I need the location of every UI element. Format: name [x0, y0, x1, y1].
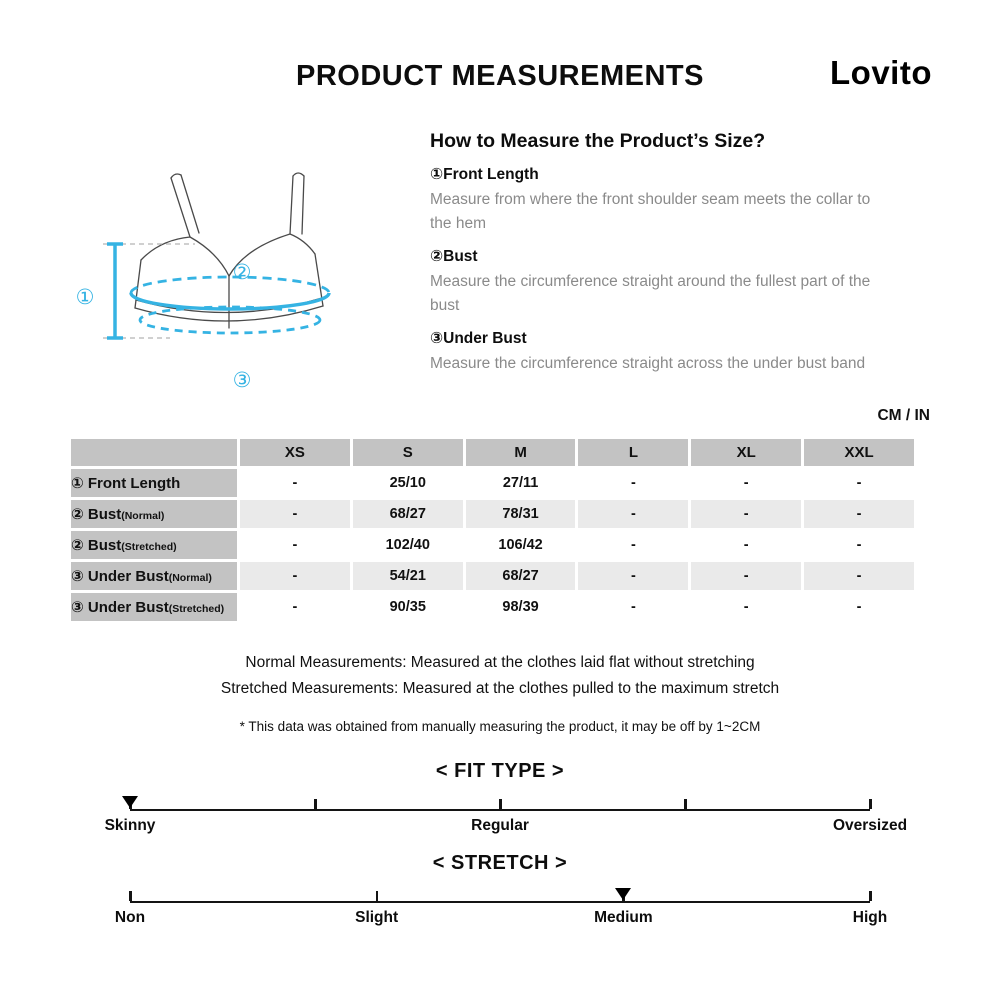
- cell-value: 98/39: [466, 593, 576, 621]
- measurement-diagram: [45, 160, 375, 405]
- row-label: [71, 562, 237, 590]
- stretch-scale-line: [130, 890, 870, 903]
- scale-label: Regular: [471, 817, 529, 834]
- row-label: [71, 593, 237, 621]
- row-label-text: ③ Under Bust: [71, 599, 169, 616]
- scale-marker-triangle: [615, 888, 631, 900]
- cell-value: 68/27: [353, 500, 463, 528]
- cell-value: 27/11: [466, 469, 576, 497]
- scale-tick: [314, 799, 317, 809]
- row-label-sub: (Normal): [121, 510, 165, 522]
- cell-value: 106/42: [466, 531, 576, 559]
- how-to-item-under-bust-label: ③Under Bust: [430, 329, 527, 347]
- note-normal: Normal Measurements: Measured at the clothes laid flat without stretching: [245, 654, 755, 671]
- column-header-xxl: XXL: [804, 439, 914, 466]
- disclaimer-note: * This data was obtained from manually measuring the product, it may be off by 1~2CM: [239, 719, 761, 734]
- cell-value: -: [578, 469, 688, 497]
- scale-label: Oversized: [832, 817, 908, 834]
- units-label: CM / IN: [877, 407, 930, 424]
- measurement-lines: [107, 244, 329, 338]
- row-label-text: ② Bust: [71, 506, 122, 523]
- cell-value: -: [240, 469, 350, 497]
- column-header-l: L: [578, 439, 688, 466]
- row-label-text: ③ Under Bust: [71, 568, 169, 585]
- stretch-section: [114, 852, 888, 938]
- how-to-section: [430, 130, 882, 376]
- cell-value: -: [578, 531, 688, 559]
- scale-label: Skinny: [104, 817, 156, 834]
- fit-type-section: [104, 760, 908, 846]
- row-label: [71, 500, 237, 528]
- scale-label: Non: [114, 909, 146, 926]
- table-row-under-bust-stretched: [71, 593, 914, 621]
- fit-type-scale-line: [130, 798, 870, 811]
- scale-label: High: [852, 909, 888, 926]
- fit-type-scale-labels: [104, 817, 908, 837]
- column-header-xs: XS: [240, 439, 350, 466]
- cell-value: -: [804, 531, 914, 559]
- cell-value: 25/10: [353, 469, 463, 497]
- scale-tick: [499, 799, 502, 809]
- diagram-marker-2: ②: [232, 261, 252, 284]
- cell-value: -: [804, 562, 914, 590]
- page-title: PRODUCT MEASUREMENTS: [296, 60, 704, 92]
- cell-value: 90/35: [353, 593, 463, 621]
- column-header-s: S: [353, 439, 463, 466]
- row-label: [71, 531, 237, 559]
- scale-label: Slight: [355, 909, 399, 926]
- scale-tick: [129, 891, 132, 901]
- cell-value: -: [691, 469, 801, 497]
- scale-tick: [684, 799, 687, 809]
- fit-type-title: < FIT TYPE >: [435, 760, 565, 782]
- row-label-sub: (Stretched): [168, 603, 225, 615]
- scale-tick: [376, 891, 379, 901]
- how-to-heading: How to Measure the Product’s Size?: [430, 130, 766, 152]
- cell-value: 102/40: [353, 531, 463, 559]
- cell-value: -: [240, 500, 350, 528]
- cell-value: 78/31: [466, 500, 576, 528]
- table-row-bust-stretched: [71, 531, 914, 559]
- column-header-xl: XL: [691, 439, 801, 466]
- stretch-scale-labels: [114, 909, 888, 929]
- cell-value: -: [240, 562, 350, 590]
- stretch-title: < STRETCH >: [432, 852, 568, 874]
- cell-value: -: [240, 593, 350, 621]
- column-header-m: M: [466, 439, 576, 466]
- scale-tick: [869, 891, 872, 901]
- cell-value: -: [691, 593, 801, 621]
- how-to-item-front-length-label: ①Front Length: [430, 166, 539, 183]
- table-row-under-bust-normal: [71, 562, 914, 590]
- row-label-sub: (Stretched): [121, 541, 177, 553]
- cell-value: 68/27: [466, 562, 576, 590]
- row-label-text: ② Bust: [71, 537, 122, 554]
- cell-value: -: [578, 500, 688, 528]
- cell-value: -: [240, 531, 350, 559]
- cell-value: -: [691, 531, 801, 559]
- note-stretched: Stretched Measurements: Measured at the clothes pulled to the maximum stretch: [220, 679, 780, 697]
- row-label-sub: (Normal): [168, 572, 212, 584]
- table-row-front-length: [71, 469, 914, 497]
- leader-lines: [103, 244, 195, 338]
- scale-marker-triangle: [122, 796, 138, 808]
- cell-value: -: [691, 500, 801, 528]
- scale-label: Medium: [594, 909, 653, 926]
- size-table: [68, 436, 917, 624]
- diagram-marker-1: ①: [75, 286, 95, 309]
- diagram-marker-3: ③: [232, 369, 252, 392]
- table-header-row: [71, 439, 914, 466]
- brand-logo: Lovito: [830, 54, 932, 91]
- how-to-item-front-length-desc: Measure from where the front shoulder seam meets the collar to the hem: [430, 191, 871, 233]
- cell-value: -: [804, 469, 914, 497]
- how-to-item-bust-label: ②Bust: [430, 247, 478, 265]
- table-corner-cell: [71, 439, 237, 466]
- cell-value: -: [578, 562, 688, 590]
- cell-value: -: [578, 593, 688, 621]
- row-label-text: ① Front Length: [71, 475, 181, 492]
- row-label: [71, 469, 237, 497]
- how-to-item-under-bust-desc: Measure the circumference straight across the under bust band: [430, 354, 866, 372]
- cell-value: 54/21: [353, 562, 463, 590]
- scale-tick: [869, 799, 872, 809]
- table-row-bust-normal: [71, 500, 914, 528]
- cell-value: -: [691, 562, 801, 590]
- how-to-item-bust-desc: Measure the circumference straight around the fullest part of the bust: [430, 272, 871, 315]
- measurement-notes: [0, 650, 1000, 701]
- cell-value: -: [804, 593, 914, 621]
- bra-diagram-illustration: [45, 160, 375, 405]
- cell-value: -: [804, 500, 914, 528]
